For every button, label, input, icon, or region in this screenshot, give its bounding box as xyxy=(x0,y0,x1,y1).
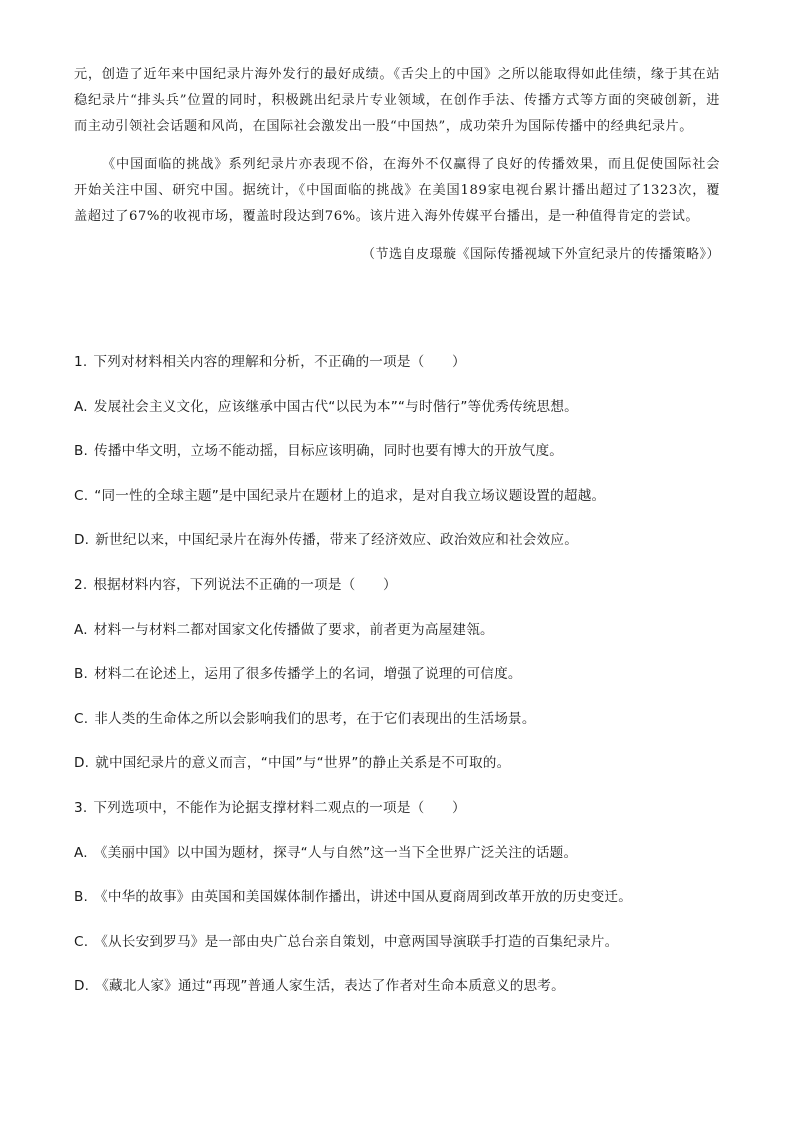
option-label: B. xyxy=(74,443,89,460)
option-text: 《美丽中国》以中国为题材，探寻“人与自然”这一当下全世界广泛关注的话题。 xyxy=(93,844,578,861)
option-text: 传播中华文明，立场不能动摇，目标应该明确，同时也要有博大的开放气度。 xyxy=(94,443,564,460)
question-3-stem xyxy=(74,798,734,843)
option-text: 材料一与材料二都对国家文化传播做了要求，前者更为高屋建瓴。 xyxy=(93,621,494,638)
question-2-option-d xyxy=(74,753,734,798)
option-label: C. xyxy=(74,933,89,950)
question-3-option-c xyxy=(74,932,734,977)
option-label: D. xyxy=(74,755,90,772)
question-2-option-c xyxy=(74,709,734,754)
question-1-stem xyxy=(74,352,734,397)
article-paragraph-2: 《中国面临的挑战》系列纪录片亦表现不俗，在海外不仅赢得了良好的传播效果，而且促使国际社会开始关注中国、研究中国。据统计，《中国面临的挑战》在美国189家电视台累计播出超过了1323次，覆盖超过了67%的收视市场，覆盖时段达到76%。该片进入海外传媒平台播出，是一种值得肯定的尝试。 xyxy=(74,157,720,224)
option-label: C. xyxy=(74,710,89,727)
question-3-number: 3. xyxy=(74,799,88,816)
article-excerpt xyxy=(74,62,720,268)
question-1-text: 下列对材料相关内容的理解和分析，不正确的一项是（ ） xyxy=(93,354,466,370)
question-1-option-b xyxy=(74,441,734,486)
option-label: A. xyxy=(74,844,88,861)
question-1-number: 1. xyxy=(74,354,88,370)
question-2-text: 根据材料内容，下列说法不正确的一项是（ ） xyxy=(93,576,397,593)
question-3-option-d xyxy=(74,976,734,1021)
option-text: 发展社会主义文化，应该继承中国古代“以民为本”“与时偕行”等优秀传统思想。 xyxy=(93,398,578,415)
option-label: A. xyxy=(74,621,88,638)
option-text: 《藏北人家》通过“再现”普通人家生活，表达了作者对生命本质意义的思考。 xyxy=(95,978,565,995)
option-label: A. xyxy=(74,398,88,415)
question-3-option-b xyxy=(74,887,734,932)
option-label: D. xyxy=(74,532,90,549)
option-text: 材料二在论述上，运用了很多传播学上的名词，增强了说理的可信度。 xyxy=(94,666,522,683)
option-text: 非人类的生命体之所以会影响我们的思考，在于它们表现出的生活场景。 xyxy=(94,710,536,727)
option-label: C. xyxy=(74,487,89,504)
question-2-stem xyxy=(74,575,734,620)
option-text: “同一性的全球主题”是中国纪录片在题材上的追求，是对自我立场议题设置的超越。 xyxy=(94,487,606,504)
option-label: B. xyxy=(74,666,89,683)
question-3-text: 下列选项中，不能作为论据支撑材料二观点的一项是（ ） xyxy=(93,799,466,816)
option-label: B. xyxy=(74,889,89,906)
option-text: 新世纪以来，中国纪录片在海外传播，带来了经济效应、政治效应和社会效应。 xyxy=(95,532,578,549)
option-text: 《中华的故事》由英国和美国媒体制作播出，讲述中国从夏商周到改革开放的历史变迁。 xyxy=(94,889,632,906)
article-source: （节选自皮璟璇《国际传播视域下外宣纪录片的传播策略》） xyxy=(361,247,720,262)
question-3-option-a xyxy=(74,843,734,888)
option-text: 就中国纪录片的意义而言，“中国”与“世界”的静止关系是不可取的。 xyxy=(95,755,511,772)
question-1-option-c xyxy=(74,486,734,531)
question-list xyxy=(74,352,734,1021)
question-2-option-a xyxy=(74,620,734,665)
option-label: D. xyxy=(74,978,90,995)
question-1-option-d xyxy=(74,530,734,575)
question-2-number: 2. xyxy=(74,576,88,593)
article-paragraph-1: 元，创造了近年来中国纪录片海外发行的最好成绩。《舌尖上的中国》之所以能取得如此佳绩，缘于其在站稳纪录片“排头兵”位置的同时，积极跳出纪录片专业领域，在创作手法、传播方式等方面的突破创新，进而主动引领社会话题和风尚，在国际社会激发出一股“中国热”，成功荣升为国际传播中的经典纪录片。 xyxy=(74,67,720,134)
question-2-option-b xyxy=(74,664,734,709)
question-1-option-a xyxy=(74,397,734,442)
option-text: 《从长安到罗马》是一部由央广总台亲自策划，中意两国导演联手打造的百集纪录片。 xyxy=(94,933,619,950)
